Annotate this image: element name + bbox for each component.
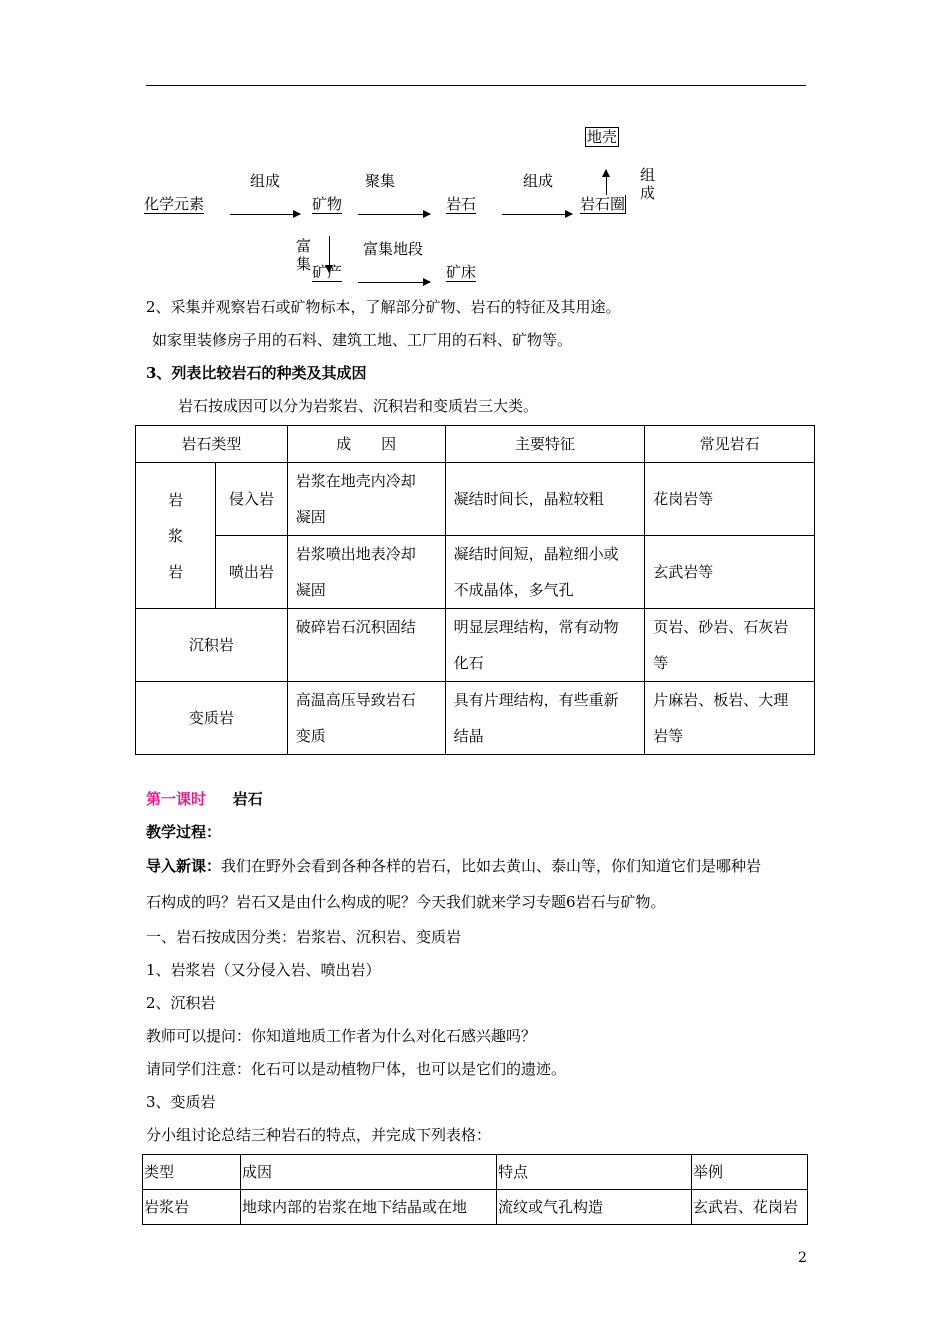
header-rock-type: 岩石类型 — [136, 426, 288, 463]
arrow-ore-deposit — [358, 282, 430, 283]
header-example: 举例 — [692, 1155, 808, 1190]
arrow-elements-minerals — [230, 214, 300, 215]
summary-table — [142, 1154, 808, 1225]
paragraph: 教师可以提问：你知道地质工作者为什么对化石感兴趣吗？ — [146, 1027, 537, 1045]
header-cause: 成因 — [241, 1155, 497, 1190]
cause-cell: 高温高压导致岩石 变质 — [287, 682, 445, 755]
item-2-example: 如家里装修房子用的石料、建筑工地、工厂用的石料、矿物等。 — [152, 331, 573, 349]
period-title: 岩石 — [232, 790, 263, 808]
feature-cell: 具有片理结构，有些重新 结晶 — [445, 682, 645, 755]
rock-type-table — [135, 425, 815, 755]
node-minerals: 矿物 — [312, 195, 343, 213]
table-cell: 岩浆岩 — [143, 1190, 241, 1225]
paragraph: 1、岩浆岩（又分侵入岩、喷出岩） — [146, 961, 381, 979]
table-row — [136, 463, 815, 536]
table-cell: 流纹或气孔构造 — [497, 1190, 692, 1225]
feature-cell: 凝结时间长，晶粒较粗 — [445, 463, 645, 536]
paragraph: 分小组讨论总结三种岩石的特点，并完成下列表格： — [146, 1126, 492, 1144]
edge-gather: 聚集 — [365, 172, 396, 190]
table-cell: 玄武岩、花岗岩 — [692, 1190, 808, 1225]
node-crust: 地壳 — [587, 128, 618, 146]
arrow-to-crust — [606, 170, 607, 195]
examples-cell: 花岗岩等 — [645, 463, 815, 536]
feature-cell: 明显层理结构，常有动物 化石 — [445, 609, 645, 682]
feature-cell: 凝结时间短，晶粒细小或 不成晶体，多气孔 — [445, 536, 645, 609]
edge-compose-2: 组成 — [523, 172, 554, 190]
header-feature: 特点 — [497, 1155, 692, 1190]
examples-cell: 片麻岩、板岩、大理 岩等 — [645, 682, 815, 755]
cause-cell: 岩浆喷出地表冷却 凝固 — [287, 536, 445, 609]
rock-classification-intro: 岩石按成因可以分为岩浆岩、沉积岩和变质岩三大类。 — [178, 397, 539, 415]
period-label: 第一课时 — [146, 790, 207, 808]
header-examples: 常见岩石 — [645, 426, 815, 463]
cause-cell: 破碎岩石沉积固结 — [287, 609, 445, 682]
node-ore: 矿产 — [312, 263, 343, 281]
arrow-rock-lithosphere — [502, 214, 572, 215]
edge-compose-1: 组成 — [250, 172, 281, 190]
rock-type: 变质岩 — [136, 682, 288, 755]
page-number: 2 — [798, 1250, 807, 1266]
intro-line-2: 石构成的吗？岩石又是由什么构成的呢？今天我们就来学习专题6岩石与矿物。 — [146, 893, 666, 911]
header-type: 类型 — [143, 1155, 241, 1190]
paragraph: 3、变质岩 — [146, 1093, 216, 1111]
cause-cell: 岩浆在地壳内冷却 凝固 — [287, 463, 445, 536]
intro-line-1: 导入新课：我们在野外会看到各种各样的岩石，比如去黄山、泰山等，你们知道它们是哪种岩 — [146, 857, 762, 875]
node-rock: 岩石 — [446, 195, 477, 213]
header-rule — [146, 85, 806, 86]
item-3: 3、列表比较岩石的种类及其成因 — [146, 364, 367, 382]
paragraph: 2、沉积岩 — [146, 994, 216, 1012]
node-lithosphere: 岩石圈 — [580, 195, 626, 213]
section-1: 一、岩石按成因分类：岩浆岩、沉积岩、变质岩 — [146, 928, 462, 946]
header-cause: 成 因 — [287, 426, 445, 463]
node-elements: 化学元素 — [144, 195, 205, 213]
table-header-row — [136, 426, 815, 463]
table-header-row — [143, 1155, 808, 1190]
arrow-minerals-rock — [358, 214, 430, 215]
examples-cell: 玄武岩等 — [645, 536, 815, 609]
rock-type: 沉积岩 — [136, 609, 288, 682]
table-row — [136, 682, 815, 755]
teaching-process-label: 教学过程： — [146, 823, 222, 841]
edge-enrich: 富集 — [296, 237, 312, 273]
subtype: 喷出岩 — [215, 536, 287, 609]
header-feature: 主要特征 — [445, 426, 645, 463]
edge-compose-3: 组成 — [640, 166, 656, 202]
lesson-heading — [146, 789, 263, 809]
paragraph: 请同学们注意：化石可以是动植物尸体，也可以是它们的遗迹。 — [146, 1060, 567, 1078]
table-row — [136, 609, 815, 682]
table-row — [136, 536, 815, 609]
examples-cell: 页岩、砂岩、石灰岩 等 — [645, 609, 815, 682]
item-2: 2、采集并观察岩石或矿物标本，了解部分矿物、岩石的特征及其用途。 — [146, 298, 621, 316]
table-row — [143, 1190, 808, 1225]
edge-enrich-zone: 富集地段 — [363, 240, 424, 258]
table-cell: 地球内部的岩浆在地下结晶或在地 — [241, 1190, 497, 1225]
subtype: 侵入岩 — [215, 463, 287, 536]
magma-rock-label: 岩 浆 岩 — [136, 463, 216, 609]
node-deposit: 矿床 — [446, 263, 477, 281]
